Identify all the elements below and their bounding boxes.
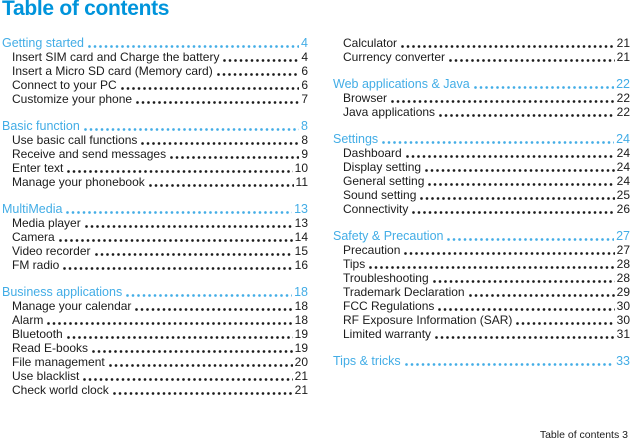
toc-entry-page-number: 16	[294, 258, 308, 272]
dot-leader	[92, 350, 293, 354]
dot-leader	[401, 45, 615, 49]
toc-section	[2, 36, 308, 106]
dot-leader	[47, 322, 292, 326]
toc-entry-label: Manage your calendar	[12, 299, 132, 313]
toc-entry-label: Java applications	[343, 105, 436, 119]
toc-entry-page-number: 27	[616, 243, 630, 257]
toc-section	[2, 119, 308, 189]
toc-section-heading-page-number: 33	[616, 354, 630, 368]
dot-leader	[516, 322, 614, 326]
toc-entry-label: Manage your phonebook	[12, 175, 145, 189]
dot-leader	[439, 114, 615, 118]
toc-section-heading[interactable]	[2, 285, 308, 299]
toc-section-heading-label: Basic function	[2, 119, 80, 133]
toc-entry-label: Alarm	[12, 313, 44, 327]
toc-entry-page-number: 20	[294, 355, 308, 369]
toc-entry-label: Use blacklist	[12, 369, 80, 383]
toc-entry-label: Connectivity	[343, 202, 409, 216]
toc-entry[interactable]	[2, 258, 308, 272]
page-footer: Table of contents 3	[539, 429, 628, 441]
dot-leader	[469, 294, 615, 298]
toc-entry-page-number: 29	[616, 285, 630, 299]
toc-section-heading-label: Settings	[333, 132, 379, 146]
toc-section-heading-label: Getting started	[2, 36, 84, 50]
toc-entry-label: Video recorder	[12, 244, 91, 258]
toc-entry-label: Precaution	[343, 243, 401, 257]
dot-leader	[67, 336, 293, 340]
toc-entry-page-number: 30	[616, 313, 630, 327]
toc-entry-page-number: 15	[294, 244, 308, 258]
toc-entry[interactable]	[2, 216, 308, 230]
toc-entry-page-number: 28	[616, 271, 630, 285]
toc-entry-label: General setting	[343, 174, 425, 188]
toc-section-heading-page-number: 13	[294, 202, 308, 216]
page-title: Table of contents	[2, 0, 170, 20]
dot-leader	[433, 280, 615, 284]
toc-entry[interactable]	[2, 50, 308, 64]
toc-entry-page-number: 31	[616, 327, 630, 341]
toc-section-heading[interactable]	[333, 354, 630, 368]
dot-leader	[404, 252, 614, 256]
toc-entry-page-number: 18	[294, 313, 308, 327]
toc-entry-label: Trademark Declaration	[343, 285, 465, 299]
toc-entry-page-number: 4	[301, 50, 308, 64]
dot-leader	[447, 238, 614, 242]
dot-leader	[223, 59, 299, 63]
dot-leader	[474, 86, 614, 90]
toc-entry-page-number: 26	[616, 202, 630, 216]
dot-leader	[83, 378, 292, 382]
toc-section-heading-page-number: 4	[301, 36, 308, 50]
toc-section-heading-label: Safety & Precaution	[333, 229, 444, 243]
toc-column-right	[333, 36, 630, 397]
dot-leader	[88, 45, 299, 49]
toc-section	[333, 77, 630, 119]
dot-leader	[59, 239, 293, 243]
dot-leader	[428, 183, 614, 187]
toc-entry[interactable]	[2, 175, 308, 189]
toc-entry[interactable]	[333, 91, 630, 105]
toc-section-heading[interactable]	[333, 229, 630, 243]
toc-section-heading-label: Business applications	[2, 285, 123, 299]
dot-leader	[121, 87, 300, 91]
toc-entry-page-number: 6	[301, 78, 308, 92]
toc-entry[interactable]	[333, 160, 630, 174]
toc-section-heading-page-number: 18	[294, 285, 308, 299]
dot-leader	[126, 294, 292, 298]
dot-leader	[405, 363, 614, 367]
toc-entry[interactable]	[2, 313, 308, 327]
toc-entry[interactable]	[333, 146, 630, 160]
toc-entry[interactable]	[333, 313, 630, 327]
toc-entry[interactable]	[333, 36, 630, 50]
toc-entry-page-number: 14	[294, 230, 308, 244]
toc-column-left	[2, 36, 308, 397]
toc-entry[interactable]	[2, 92, 308, 106]
toc-section	[2, 202, 308, 272]
toc-entry-page-number: 24	[616, 160, 630, 174]
toc-entry[interactable]	[2, 78, 308, 92]
toc-section-heading-page-number: 27	[616, 229, 630, 243]
toc-entry-page-number: 6	[301, 64, 308, 78]
toc-entry-label: Display setting	[343, 160, 422, 174]
toc-entry[interactable]	[333, 188, 630, 202]
toc-entry[interactable]	[2, 299, 308, 313]
toc-entry-label: Tips	[343, 257, 366, 271]
dot-leader	[217, 73, 300, 77]
toc-entry-label: RF Exposure Information (SAR)	[343, 313, 513, 327]
toc-entry[interactable]	[333, 243, 630, 257]
toc-entry-label: File management	[12, 355, 105, 369]
toc-entry-page-number: 7	[301, 92, 308, 106]
toc-entry-label: Dashboard	[343, 146, 402, 160]
toc-entry[interactable]	[333, 105, 630, 119]
toc-entry[interactable]	[2, 327, 308, 341]
toc-entry-label: Read E-books	[12, 341, 89, 355]
toc-entry-page-number: 11	[295, 175, 308, 189]
toc-entry-page-number: 21	[294, 369, 308, 383]
toc-entry-label: Currency converter	[343, 50, 446, 64]
toc-entry[interactable]	[2, 64, 308, 78]
dot-leader	[438, 308, 614, 312]
dot-leader	[113, 392, 293, 396]
toc-section-heading-label: Web applications & Java	[333, 77, 470, 91]
toc-entry-page-number: 21	[616, 36, 630, 50]
toc-entry-label: Sound setting	[343, 188, 417, 202]
toc-section	[2, 285, 308, 397]
dot-leader	[135, 308, 292, 312]
toc-entry-page-number: 28	[616, 257, 630, 271]
toc-entry-label: Insert SIM card and Charge the battery	[12, 50, 220, 64]
toc-entry[interactable]	[333, 257, 630, 271]
toc-entry-page-number: 10	[294, 161, 308, 175]
toc-entry[interactable]	[333, 271, 630, 285]
toc-section	[333, 229, 630, 341]
toc-entry-label: Camera	[12, 230, 55, 244]
toc-entry[interactable]	[2, 147, 308, 161]
toc-section-heading[interactable]	[2, 119, 308, 133]
toc-entry[interactable]	[2, 133, 308, 147]
dot-leader	[141, 142, 299, 146]
toc-section-heading[interactable]	[333, 77, 630, 91]
toc-entry[interactable]	[2, 341, 308, 355]
toc-section-heading[interactable]	[2, 36, 308, 50]
toc-section-heading-page-number: 22	[616, 77, 630, 91]
dot-leader	[66, 211, 292, 215]
toc-entry-page-number: 21	[294, 383, 308, 397]
toc-entry-page-number: 24	[616, 146, 630, 160]
toc-columns	[2, 36, 630, 397]
toc-entry[interactable]	[333, 285, 630, 299]
dot-leader	[435, 336, 615, 340]
toc-entry-label: Insert a Micro SD card (Memory card)	[12, 64, 213, 78]
toc-entry-label: Check world clock	[12, 383, 109, 397]
toc-entry-page-number: 22	[616, 105, 630, 119]
toc-entry-page-number: 25	[616, 188, 630, 202]
dot-leader	[149, 184, 294, 188]
toc-entry-page-number: 22	[616, 91, 630, 105]
dot-leader	[63, 267, 292, 271]
dot-leader	[420, 197, 614, 201]
toc-entry-label: Troubleshooting	[343, 271, 429, 285]
toc-entry[interactable]	[333, 202, 630, 216]
toc-entry[interactable]	[333, 50, 630, 64]
toc-section-heading[interactable]	[333, 132, 630, 146]
toc-section-heading-label: Tips & tricks	[333, 354, 401, 368]
toc-section-heading-page-number: 24	[616, 132, 630, 146]
dot-leader	[449, 59, 615, 63]
toc-entry[interactable]	[2, 355, 308, 369]
toc-entry-page-number: 18	[294, 299, 308, 313]
toc-section	[333, 354, 630, 368]
toc-entry[interactable]	[2, 244, 308, 258]
toc-entry[interactable]	[333, 174, 630, 188]
dot-leader	[85, 225, 293, 229]
dot-leader	[412, 211, 614, 215]
dot-leader	[170, 156, 299, 160]
toc-entry-label: FM radio	[12, 258, 60, 272]
dot-leader	[406, 155, 615, 159]
toc-entry[interactable]	[2, 161, 308, 175]
dot-leader	[369, 266, 614, 270]
toc-entry-label: Bluetooth	[12, 327, 63, 341]
toc-entry-label: Connect to your PC	[12, 78, 117, 92]
dot-leader	[136, 101, 299, 105]
toc-entry-label: Browser	[343, 91, 388, 105]
dot-leader	[84, 128, 299, 132]
toc-entry-label: Media player	[12, 216, 81, 230]
toc-entry-page-number: 21	[616, 50, 630, 64]
toc-entry-label: Receive and send messages	[12, 147, 167, 161]
dot-leader	[391, 100, 615, 104]
toc-entry-page-number: 9	[301, 147, 308, 161]
toc-section	[333, 132, 630, 216]
toc-entry-label: Customize your phone	[12, 92, 133, 106]
toc-section	[333, 36, 630, 64]
toc-entry[interactable]	[333, 299, 630, 313]
dot-leader	[67, 170, 292, 174]
toc-section-heading-label: MultiMedia	[2, 202, 63, 216]
toc-entry-label: Calculator	[343, 36, 398, 50]
toc-entry-label: Enter text	[12, 161, 64, 175]
toc-entry-page-number: 19	[294, 341, 308, 355]
dot-leader	[109, 364, 293, 368]
dot-leader	[382, 141, 614, 145]
toc-entry[interactable]	[2, 230, 308, 244]
toc-entry-page-number: 24	[616, 174, 630, 188]
toc-entry-page-number: 19	[294, 327, 308, 341]
toc-entry[interactable]	[2, 383, 308, 397]
toc-entry-page-number: 30	[616, 299, 630, 313]
toc-section-heading[interactable]	[2, 202, 308, 216]
dot-leader	[95, 253, 293, 257]
toc-entry-label: FCC Regulations	[343, 299, 435, 313]
toc-entry-label: Use basic call functions	[12, 133, 138, 147]
toc-entry-page-number: 8	[301, 133, 308, 147]
dot-leader	[425, 169, 615, 173]
toc-entry-label: Limited warranty	[343, 327, 432, 341]
toc-section-heading-page-number: 8	[301, 119, 308, 133]
toc-entry[interactable]	[2, 369, 308, 383]
toc-entry[interactable]	[333, 327, 630, 341]
toc-entry-page-number: 13	[294, 216, 308, 230]
